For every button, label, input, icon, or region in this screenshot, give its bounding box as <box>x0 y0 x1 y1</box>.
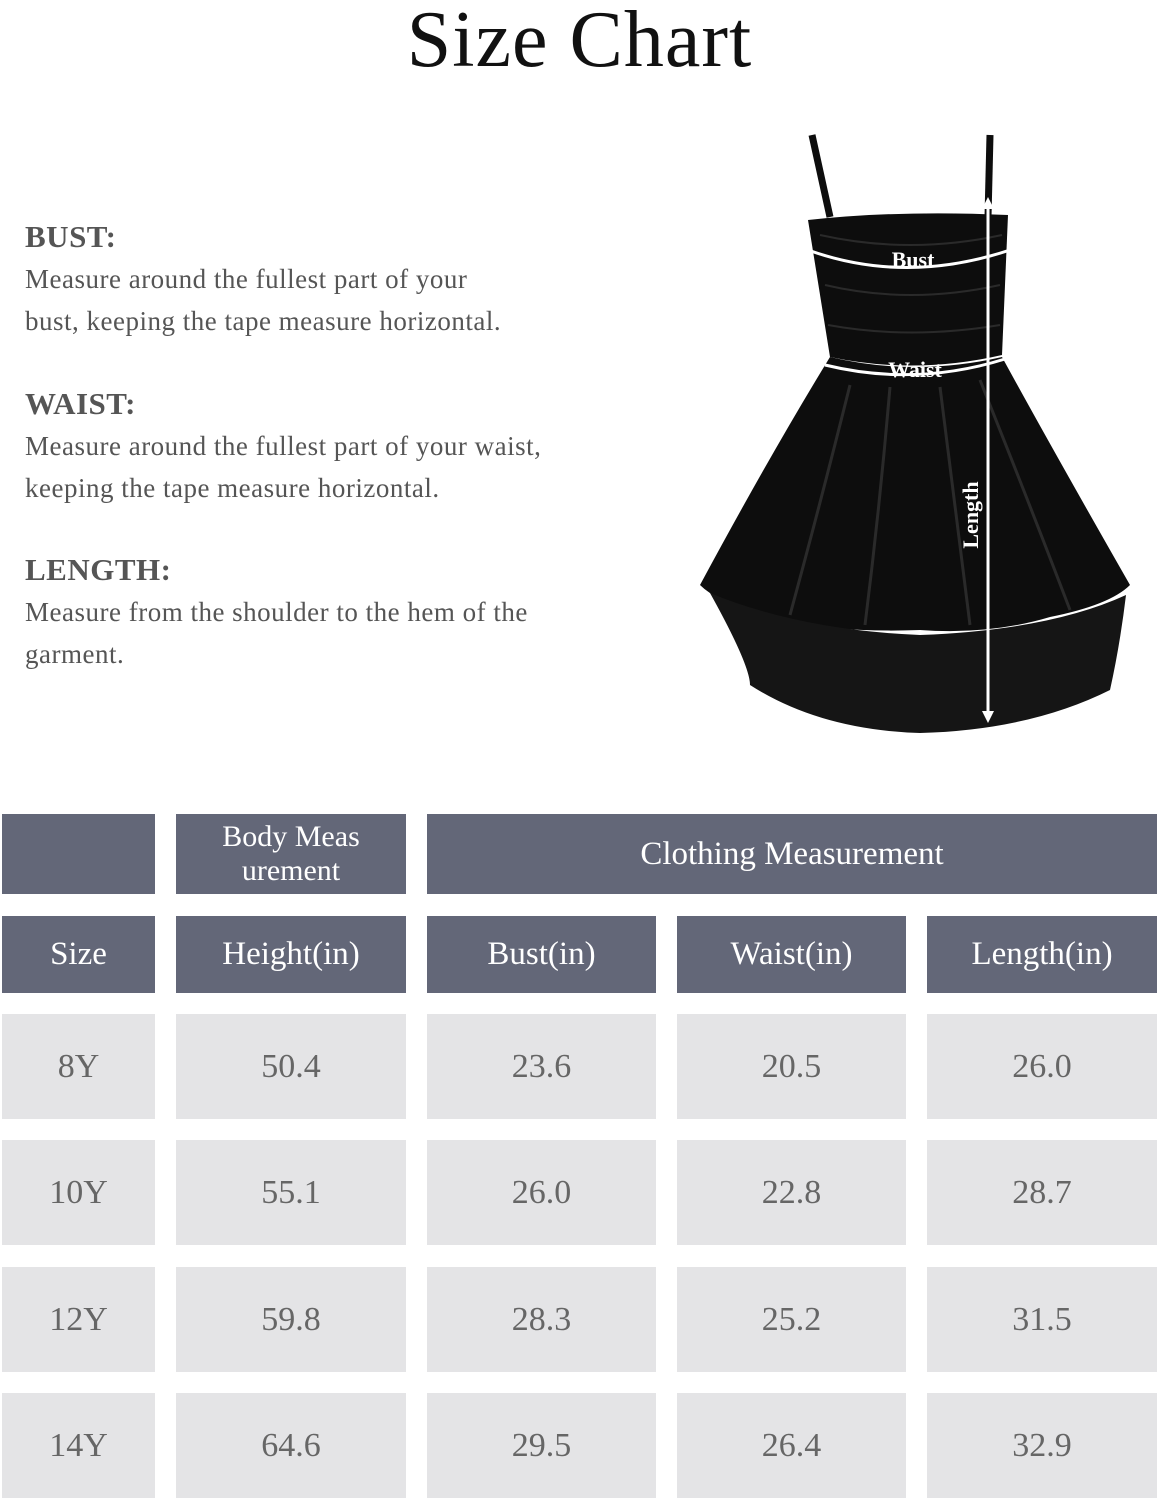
table-cell-waist: 26.4 <box>677 1393 906 1498</box>
body-measurement-header <box>176 814 406 894</box>
table-corner-header <box>2 814 155 894</box>
bust-guide-label: BUST: <box>25 219 117 254</box>
dress-label-bust: Bust <box>891 247 935 272</box>
table-cell-height: 59.8 <box>176 1267 406 1372</box>
table-cell-length: 26.0 <box>927 1014 1157 1119</box>
length-guide-label: LENGTH: <box>25 552 172 587</box>
table-cell-height: 64.6 <box>176 1393 406 1498</box>
table-cell-waist: 22.8 <box>677 1140 906 1245</box>
bust-guide-line-1: Measure around the fullest part of your <box>25 264 468 294</box>
column-header-bust: Bust(in) <box>427 916 656 993</box>
left-strap <box>812 135 830 217</box>
body-measurement-header-line-1: Body Meas <box>222 820 360 853</box>
column-header-height: Height(in) <box>176 916 406 993</box>
length-guide <box>25 551 665 675</box>
table-cell-bust: 23.6 <box>427 1014 656 1119</box>
waist-guide-line-1: Measure around the fullest part of your waist, <box>25 431 542 461</box>
table-cell-bust: 29.5 <box>427 1393 656 1498</box>
body-measurement-header-line-2: urement <box>241 854 341 887</box>
bust-guide-line-2: bust, keeping the tape measure horizontal. <box>25 306 502 336</box>
bust-guide <box>25 218 665 342</box>
waist-guide-line-2: keeping the tape measure horizontal. <box>25 473 440 503</box>
column-header-length: Length(in) <box>927 916 1157 993</box>
bust-guide-description <box>25 258 665 342</box>
table-cell-bust: 26.0 <box>427 1140 656 1245</box>
dress-illustration <box>690 125 1150 745</box>
column-header-waist: Waist(in) <box>677 916 906 993</box>
length-guide-description <box>25 591 665 675</box>
dress-label-waist: Waist <box>888 357 942 382</box>
table-cell-size: 12Y <box>2 1267 155 1372</box>
length-guide-line-2: garment. <box>25 639 125 669</box>
dress-label-length: Length <box>958 481 983 549</box>
waist-guide <box>25 385 665 509</box>
table-cell-height: 50.4 <box>176 1014 406 1119</box>
table-cell-waist: 20.5 <box>677 1014 906 1119</box>
table-cell-size: 8Y <box>2 1014 155 1119</box>
table-cell-bust: 28.3 <box>427 1267 656 1372</box>
waist-guide-label: WAIST: <box>25 386 136 421</box>
clothing-measurement-header: Clothing Measurement <box>427 814 1157 894</box>
page-title: Size Chart <box>406 0 753 84</box>
length-guide-line-1: Measure from the shoulder to the hem of the <box>25 597 528 627</box>
table-cell-waist: 25.2 <box>677 1267 906 1372</box>
table-cell-height: 55.1 <box>176 1140 406 1245</box>
waist-guide-description <box>25 425 665 509</box>
column-header-size: Size <box>2 916 155 993</box>
table-cell-size: 14Y <box>2 1393 155 1498</box>
table-cell-length: 28.7 <box>927 1140 1157 1245</box>
table-cell-size: 10Y <box>2 1140 155 1245</box>
table-cell-length: 32.9 <box>927 1393 1157 1498</box>
dress-skirt-upper <box>700 357 1130 631</box>
table-cell-length: 31.5 <box>927 1267 1157 1372</box>
